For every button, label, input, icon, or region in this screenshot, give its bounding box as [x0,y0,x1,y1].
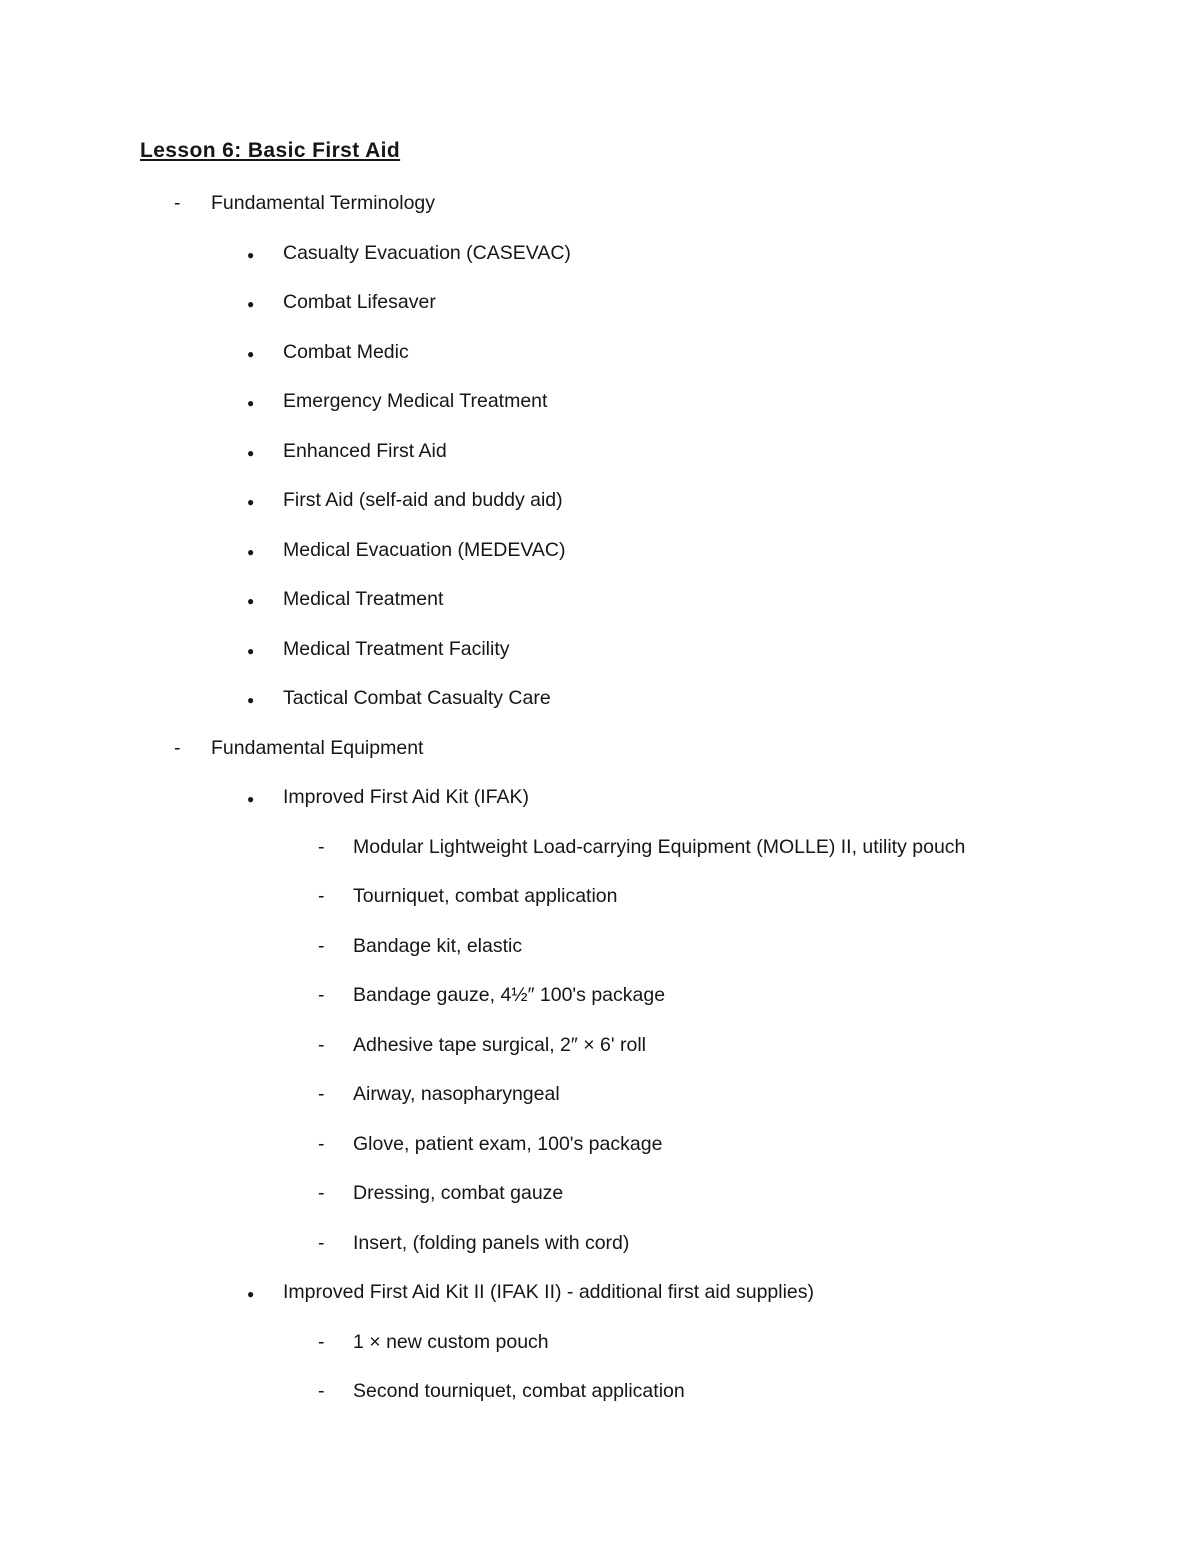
bullet-icon: ● [247,297,255,311]
dash-icon: - [318,934,325,957]
list-item [0,786,1200,809]
dash-icon: - [318,1182,325,1204]
list-item-text: 1 × new custom pouch [353,1330,549,1353]
list-item [0,935,1200,958]
list-item-text: Bandage kit, elastic [353,934,523,957]
bullet-icon: ● [247,1287,255,1301]
list-item-text: Second tourniquet, combat application [353,1380,685,1402]
list-item-text: Airway, nasopharyngeal [353,1083,560,1105]
list-item-text: Improved First Aid Kit (IFAK) [283,786,529,808]
list-item [0,341,1200,364]
dash-icon: - [318,835,325,858]
dash-icon: - [318,1231,325,1254]
list-item-text: Casualty Evacuation (CASEVAC) [283,241,571,264]
bullet-icon: ● [247,396,255,410]
list-item-text: Adhesive tape surgical, 2″ × 6' roll [353,1033,646,1056]
dash-icon: - [318,885,325,907]
list-item [0,836,1200,859]
list-item [0,1281,1200,1304]
list-item-text: Medical Evacuation (MEDEVAC) [283,538,566,561]
list-item-text: Emergency Medical Treatment [283,390,548,412]
list-item [0,1034,1200,1057]
dash-icon: - [318,984,325,1006]
dash-icon: - [174,736,181,759]
list-item-text: Modular Lightweight Load-carrying Equipment (MOLLE) II, utility pouch [353,835,966,858]
list-item-text: Glove, patient exam, 100's package [353,1132,663,1155]
list-item [0,687,1200,710]
list-item [0,1232,1200,1255]
list-item [0,440,1200,463]
dash-icon: - [318,1033,325,1056]
list-item-text: First Aid (self-aid and buddy aid) [283,489,563,511]
list-item [0,638,1200,661]
page-title: Lesson 6: Basic First Aid [140,139,401,162]
list-item [0,489,1200,512]
list-item [0,192,1200,215]
bullet-icon: ● [247,544,255,559]
list-item-text: Insert, (folding panels with cord) [353,1231,630,1254]
list-item-text: Tactical Combat Casualty Care [283,687,551,709]
list-item-text: Tourniquet, combat application [353,885,618,907]
list-item [0,291,1200,314]
list-item [0,737,1200,760]
bullet-icon: ● [247,594,255,608]
list-item [0,984,1200,1007]
list-item [0,885,1200,908]
bullet-icon: ● [247,247,255,262]
list-item [0,1083,1200,1106]
list-item [0,588,1200,611]
dash-icon: - [318,1132,325,1155]
bullet-icon: ● [247,643,255,658]
list-item [0,1182,1200,1205]
list-item-text: Fundamental Terminology [211,192,436,214]
list-item [0,242,1200,265]
list-item-text: Medical Treatment [283,588,444,610]
list-item [0,1331,1200,1354]
list-item [0,1133,1200,1156]
list-item-text: Combat Medic [283,340,409,363]
list-item-text: Enhanced First Aid [283,439,447,462]
bullet-icon: ● [247,792,255,806]
list-item-text: Bandage gauze, 4½″ 100's package [353,984,666,1006]
list-item-text: Combat Lifesaver [283,291,436,313]
list-item-text: Medical Treatment Facility [283,637,510,660]
list-item [0,539,1200,562]
bullet-icon: ● [247,693,255,707]
list-item [0,1380,1200,1403]
bullet-icon: ● [247,346,255,361]
dash-icon: - [318,1083,325,1105]
dash-icon: - [174,192,181,214]
list-item-text: Dressing, combat gauze [353,1182,564,1204]
outline-list [0,192,1200,1430]
bullet-icon: ● [247,495,255,509]
list-item-text: Improved First Aid Kit II (IFAK II) - additional first aid supplies) [283,1281,815,1303]
bullet-icon: ● [247,445,255,460]
list-item-text: Fundamental Equipment [211,736,424,759]
dash-icon: - [318,1330,325,1353]
list-item [0,390,1200,413]
dash-icon: - [318,1380,325,1402]
